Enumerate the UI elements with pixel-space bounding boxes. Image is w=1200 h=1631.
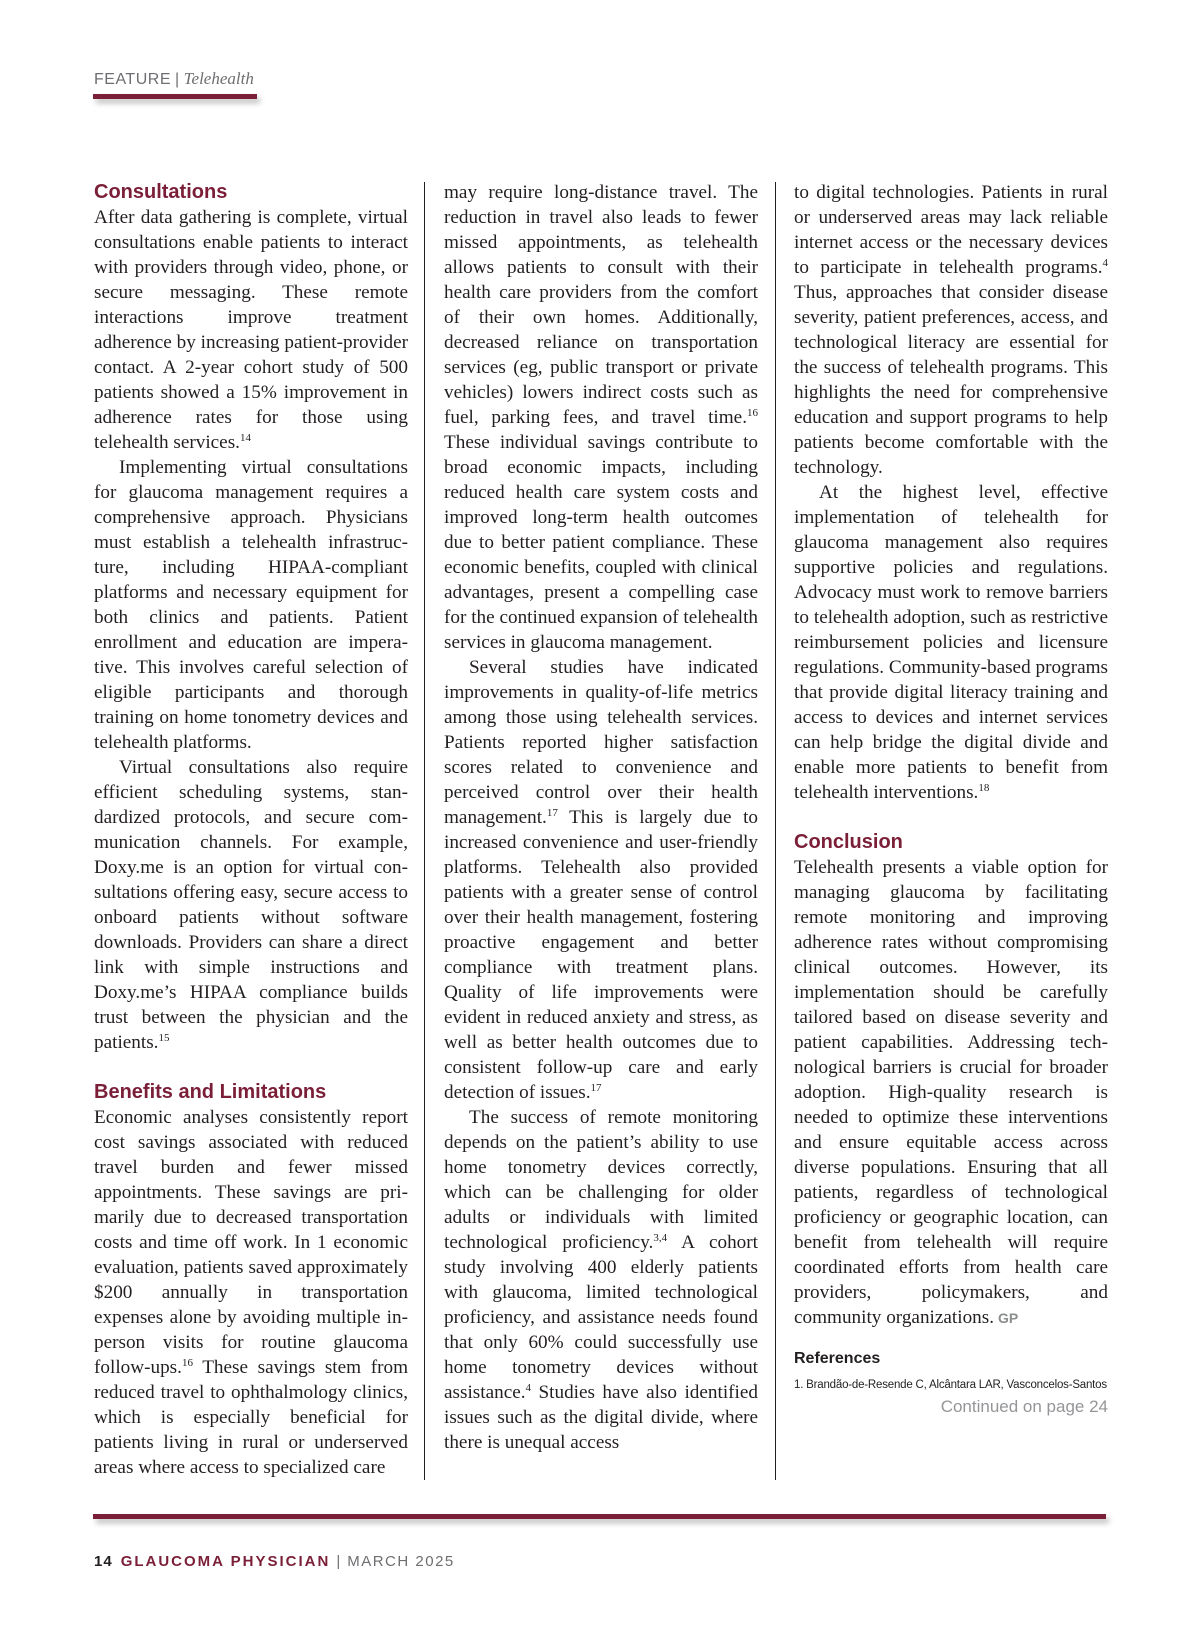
topic-label: Telehealth: [183, 69, 254, 88]
column-divider: [775, 182, 776, 1480]
page-number: 14: [94, 1553, 113, 1570]
paragraph-text: The success of remote monitoring depends on the patient’s ability to use home tonometry devices correctly, which can be challenging for older adults or individuals with limited technological proficiency.: [444, 1107, 758, 1253]
paragraph-text: Studies have also identified issues such as the digital divide, where there is unequal access: [444, 1382, 758, 1453]
citation: 14: [239, 432, 251, 444]
continued-note: Continued on page 24: [940, 1397, 1108, 1416]
heading-conclusion: Conclusion: [794, 831, 903, 853]
paragraph: [444, 655, 758, 1105]
citation: 18: [978, 782, 990, 794]
article-column-3: [794, 180, 1108, 1418]
paragraph-text: to digital technologies. Patients in rural or underserved areas may lack reliable internet access or the necessary devices to participate in telehealth programs.: [794, 182, 1108, 278]
paragraph-text: This is largely due to increased convenience and user-friendly platforms. Telehealth also provided patients with a greater sense of control over their health management, fostering proactive engagement and better compliance with treatment plans. Quality of life improvements were evident in reduced anxiety and stress, as well as better health outcomes due to consistent follow-up care and early detection of issues.: [444, 807, 758, 1103]
paragraph-text: Telehealth presents a viable option for managing glaucoma by facilitating remote monitoring and improving adherence rates without compromising clinical outcomes. However, its implementation should be carefully tailored based on disease severity and patient capabilities. Addressing technological barriers is crucial for broader adoption. High-quality research is needed to optimize these interventions and ensure equitable access across diverse populations. Ensuring that all patients, regardless of technological proficiency or geographic location, can benefit from telehealth will require coordinated efforts from health care providers, policymakers, and community organizations.: [794, 857, 1108, 1328]
references-heading: References: [794, 1350, 881, 1367]
citation: 16: [181, 1357, 193, 1369]
paragraph: [794, 480, 1108, 805]
citation: 17: [546, 807, 558, 819]
paragraph-text: At the highest level, effective implementation of telehealth for glaucoma management also requires supportive policies and regulations. Advocacy must work to remove barriers to telehealth adoption, such as restrictive reimbursement policies and licensure regulations. Community-based programs that provide digital literacy training and access to devices and internet services can help bridge the digital divide and enable more patients to benefit from telehealth interventions.: [794, 482, 1108, 803]
heading-benefits-limitations: Benefits and Limitations: [94, 1081, 327, 1103]
paragraph-text: These individual savings contribute to broad economic impacts, including reduced health care system costs and improved long-term health outcomes due to better patient compliance. These economic benefits, coupled with clinical advantages, present a compelling case for the continued expansion of telehealth services in glaucoma management.: [444, 432, 758, 653]
paragraph-text: Thus, approaches that consider disease severity, patient preferences, access, and technological literacy are essential for the success of telehealth programs. This highlights the need for comprehensive education and support programs to help patients become comfortable with the technology.: [794, 282, 1108, 478]
citation: 15: [158, 1032, 170, 1044]
citation: 16: [747, 407, 758, 419]
paragraph: [94, 1105, 408, 1480]
column-divider: [424, 182, 425, 1480]
section-label: FEATURE: [94, 71, 171, 88]
citation: 4: [525, 1382, 532, 1394]
footer-folio: [94, 1553, 455, 1570]
end-mark: GP: [998, 1310, 1019, 1326]
footer-separator: |: [336, 1553, 342, 1570]
paragraph: Implementing virtual consultations for glaucoma management requires a comprehensive approach. Physicians must establish a telehealth infrastructure, including HIPAA-compliant platforms and necessary equipment for both clinics and patients. Patient enrollment and education are imperative. This involves careful selection of eligible participants and thorough training on home tonometry devices and telehealth platforms.: [94, 457, 408, 753]
issue-date: MARCH 2025: [347, 1553, 455, 1570]
citation: 17: [590, 1082, 602, 1094]
header-rule: [93, 94, 257, 99]
reference-item: 1. Brandão-de-Resende C, Alcântara LAR, Vasconcelos-Santos: [794, 1379, 1107, 1391]
running-head: [94, 69, 254, 89]
heading-consultations: Consultations: [94, 181, 228, 203]
running-head-separator: |: [174, 71, 180, 88]
magazine-title: GLAUCOMA PHYSICIAN: [120, 1553, 331, 1570]
paragraph: [444, 180, 758, 655]
paragraph: [94, 205, 408, 455]
citation: 3,4: [653, 1232, 668, 1244]
citation: 4: [1102, 257, 1108, 269]
paragraph: [444, 1105, 758, 1455]
paragraph-text: Several studies have indicated improvements in quality-of-life metrics among those using telehealth services. Patients reported higher satisfaction scores related to convenience and perceived control over their health management.: [444, 657, 758, 828]
paragraph: [794, 180, 1108, 480]
paragraph-text: A cohort study involving 400 elderly patients with glaucoma, limited technological proficiency, and assistance needs found that only 60% could successfully use home tonometry devices without assistance.: [444, 1232, 758, 1403]
paragraph-text: These savings stem from reduced travel to ophthalmology clinics, which is especially beneficial for patients living in rural or underserved areas where access to specialized care: [94, 1357, 408, 1478]
article-column-1: [94, 180, 408, 1480]
paragraph-text: may require long-distance travel. The reduction in travel also leads to fewer missed appointments, as telehealth allows patients to consult with their health care providers from the comfort of their own homes. Additionally, decreased reliance on transportation services (eg, public transport or private vehicles) lowers indirect costs such as fuel, parking fees, and travel time.: [444, 182, 758, 428]
paragraph-text: Economic analyses consistently report cost savings associated with reduced travel burden and fewer missed appointments. These savings are primarily due to decreased transportation costs and time off work. In 1 economic evaluation, patients saved approximately $200 annually in transportation expenses alone by avoiding multiple in-person visits for routine glaucoma follow-ups.: [94, 1107, 408, 1378]
paragraph-text: Virtual consultations also require efficient scheduling systems, standardized protocols, and secure communication channels. For example, Doxy.me is an option for virtual consultations offering easy, secure access to onboard patients without software downloads. Providers can share a direct link with simple instructions and Doxy.me’s HIPAA compliance builds trust between the physician and the patients.: [94, 757, 408, 1053]
paragraph-text: After data gathering is complete, virtual consultations enable patients to interact with providers through video, phone, or secure messaging. These remote interactions improve treatment adherence by increasing patient-provider contact. A 2-year cohort study of 500 patients showed a 15% improvement in adherence rates for those using telehealth services.: [94, 207, 408, 453]
footer-rule: [93, 1514, 1106, 1519]
paragraph: [94, 755, 408, 1055]
paragraph: [794, 855, 1108, 1331]
article-column-2: [444, 180, 758, 1455]
